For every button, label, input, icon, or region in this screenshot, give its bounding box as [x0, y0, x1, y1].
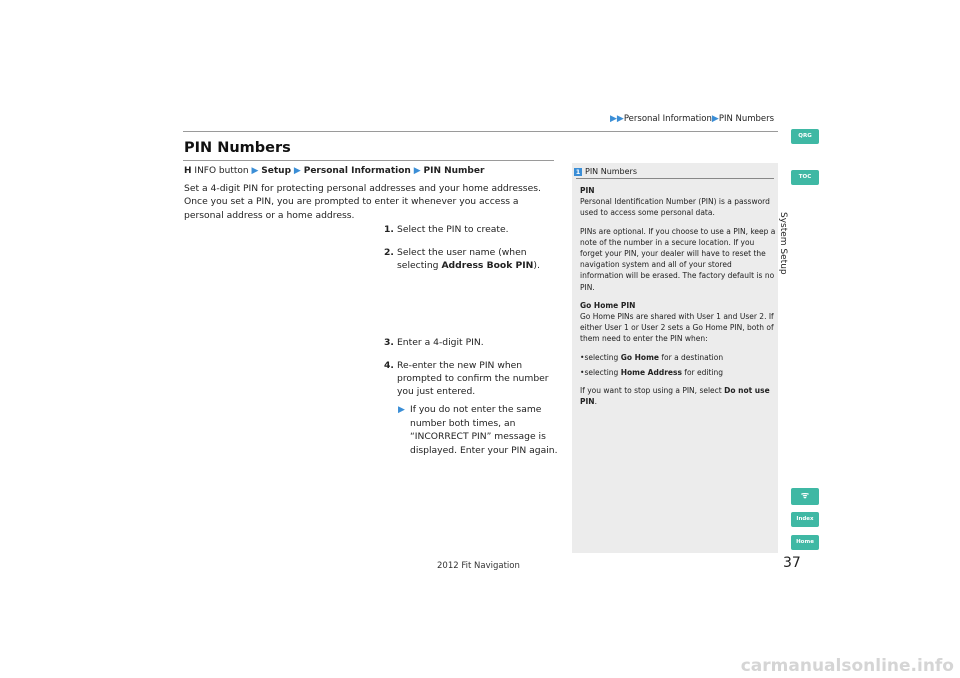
intro-paragraph: Set a 4-digit PIN for protecting personal addresses and your home addresses. Once you set a PIN, you are prompted to enter it whenever you access a personal address or a home address.: [184, 183, 541, 221]
step-2: 2. Select the user name (when selecting Address Book PIN).: [384, 247, 540, 272]
toc-tab-button[interactable]: TOC: [791, 170, 819, 185]
nav-path-prefix: INFO button: [194, 166, 249, 176]
section-label: System Setup: [778, 212, 788, 275]
note-optional-text: PINs are optional. If you choose to use a PIN, keep a note of the number in a secure location. If you forget your PIN, your dealer will have to reset the navigation system and all of your stored information will be erased. The factory default is no PIN.: [580, 226, 776, 292]
note-panel: [572, 163, 778, 553]
footer-text: 2012 Fit Navigation: [437, 561, 520, 571]
title-divider: [183, 160, 554, 161]
nav-arrow-icon: ▶: [293, 166, 301, 176]
note-icon: 1: [575, 168, 581, 176]
sub-arrow-icon: ▶: [398, 405, 405, 415]
bullet-icon: •: [580, 367, 585, 377]
step-4: 4. Re-enter the new PIN when prompted to confirm the number you just entered.: [384, 360, 549, 398]
breadcrumb-current: PIN Numbers: [718, 114, 775, 124]
note-header-divider: [576, 178, 774, 179]
note-stop-text: If you want to stop using a PIN, select Do not use PIN.: [580, 386, 770, 407]
breadcrumb-parent[interactable]: Personal Information: [623, 114, 712, 124]
note-gohome-heading: Go Home PIN: [580, 300, 636, 310]
watermark: carmanualsonline.info: [740, 656, 954, 676]
nav-arrow-icon: ▶: [413, 166, 421, 176]
address-book-pin-label: Address Book PIN: [441, 260, 534, 272]
nav-path-personal-information: Personal Information: [303, 166, 411, 176]
index-tab-button[interactable]: Index: [791, 512, 819, 527]
nav-path-pin-number: PIN Number: [423, 166, 485, 176]
note-header: 1 PIN Numbers: [575, 167, 638, 176]
nav-arrow-icon: ▶: [251, 166, 259, 176]
voice-tab-button[interactable]: [791, 488, 819, 505]
nav-path-setup: Setup: [261, 166, 292, 176]
note-bullet-go-home: •selecting Go Home for a destination: [580, 352, 724, 362]
nav-path: [184, 166, 484, 176]
home-tab-button[interactable]: Home: [791, 535, 819, 550]
breadcrumb-arrow-icon: ▶: [711, 114, 719, 124]
note-body: PIN Personal Identification Number (PIN) is a password used to access some personal data. PINs are optional. If you choose to use a PIN, keep a note of the number in a secure location. If you forget your PIN, your dealer will have to reset the navigation system and all of your stored information will be erased. The factory default is no PIN. Go Home PIN Go Home PINs are shared with User 1 and User 2. If either User 1 or User 2 sets a Go Home PIN, both of them need to enter the PIN when: •selecting Go Home for a destination •selecting Home Address for editing If you want to stop using a PIN, select Do not use PIN.: [580, 186, 776, 407]
breadcrumb: [610, 114, 774, 124]
bullet-icon: •: [580, 352, 585, 362]
header-divider: [183, 131, 778, 132]
breadcrumb-arrow-icon: ▶▶: [610, 114, 624, 124]
voice-icon: ᯤ: [800, 491, 810, 501]
note-pin-heading: PIN: [580, 186, 595, 195]
step-4-note: ▶ If you do not enter the same number both times, an “INCORRECT PIN” message is displayed. Enter your PIN again.: [398, 404, 558, 456]
page-title: PIN Numbers: [184, 140, 291, 156]
qrg-tab-button[interactable]: QRG: [791, 129, 819, 144]
page-number: 37: [783, 555, 801, 571]
note-bullet-home-address: •selecting Home Address for editing: [580, 367, 723, 377]
step-3: 3. Enter a 4-digit PIN.: [384, 337, 484, 348]
info-button-icon: H: [184, 166, 192, 176]
step-1: 1. Select the PIN to create.: [384, 224, 509, 235]
